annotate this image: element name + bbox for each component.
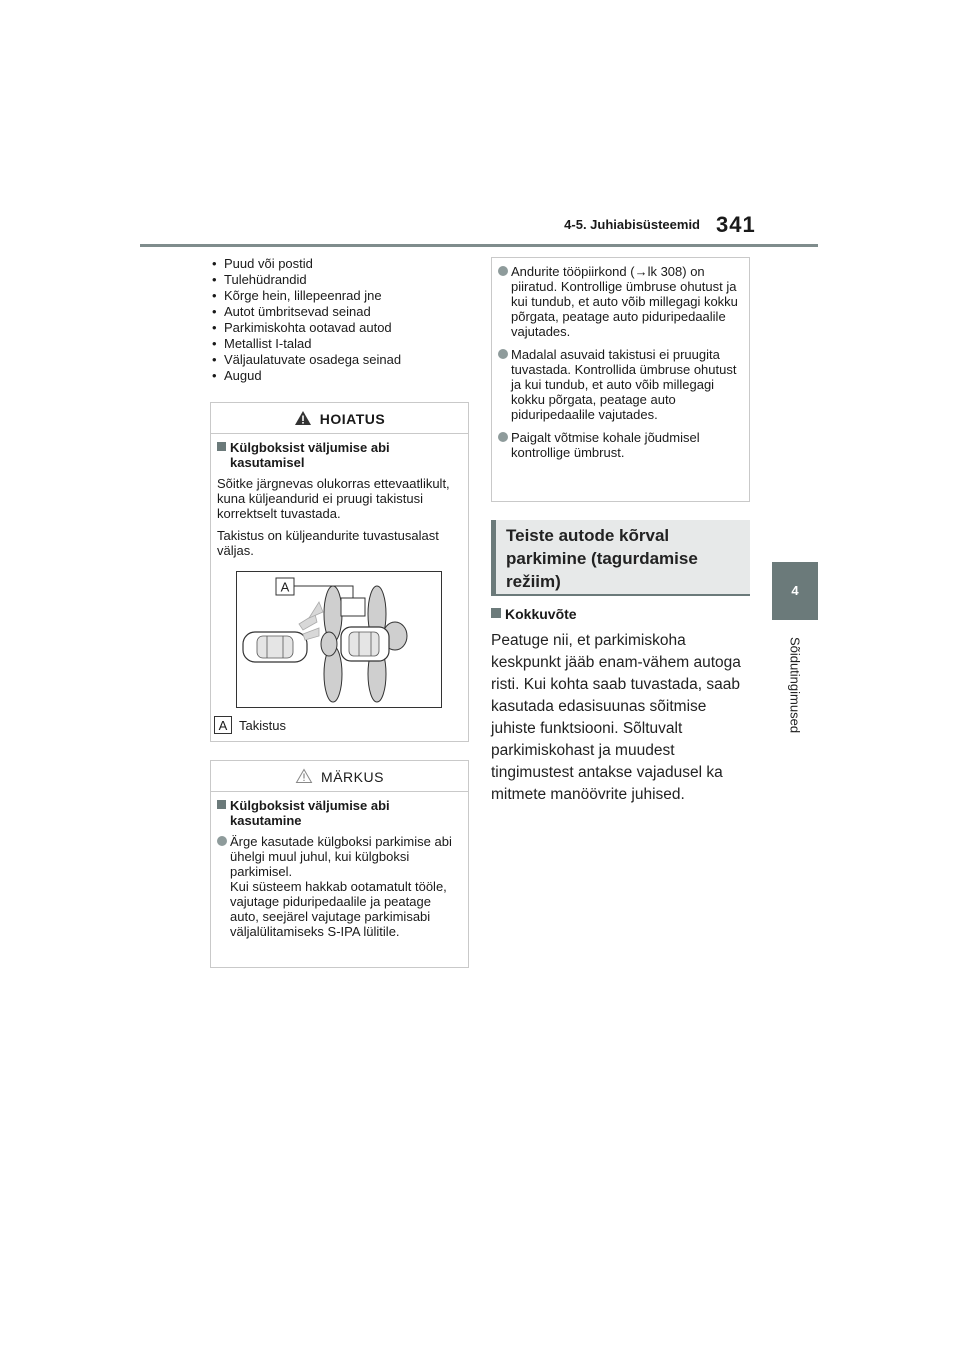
note-subhead: Külgboksist väljumise abi kasutamine <box>217 798 462 828</box>
caption-text: Takistus <box>239 718 286 733</box>
square-bullet-icon <box>491 608 501 618</box>
note-box <box>210 760 469 968</box>
warning-paragraph: Takistus on küljeandurite tuvastusalast väljas. <box>217 528 439 558</box>
section-title: 4-5. Juhiabisüsteemid <box>564 217 700 232</box>
round-bullet-icon <box>498 266 508 276</box>
warning-header <box>211 403 468 434</box>
info-bullet: Madalal asuvaid takistusi ei pruugita tuvastada. Kontrollida ümbruse ohutust ja kui tundub, et auto võib millegagi kokku põrgata, peatage auto piduripedaalile vajutades. <box>498 347 743 422</box>
warning-title: HOIATUS <box>319 411 386 427</box>
obstacle-icon <box>341 598 365 616</box>
section-heading <box>491 520 750 596</box>
list-item: • Parkimiskohta ootavad autod <box>212 320 462 336</box>
list-item: • Väljaulatuvate osadega seinad <box>212 352 462 368</box>
page-number: 341 <box>716 212 756 237</box>
chapter-label: Sõidutingimused <box>787 636 803 734</box>
warning-subhead: Külgboksist väljumise abi kasutamisel <box>217 440 462 470</box>
note-title: MÄRKUS <box>321 769 384 785</box>
list-item: • Puud või postid <box>212 256 462 272</box>
subsection-heading: Kokkuvõte <box>491 606 577 622</box>
chapter-tab[interactable]: 4 <box>772 562 818 620</box>
info-bullet: Paigalt võtmise kohale jõudmisel kontrollige ümbrust. <box>498 430 743 460</box>
square-bullet-icon <box>217 442 226 451</box>
parking-illustration <box>237 572 441 707</box>
parking-sensor-figure <box>236 571 442 708</box>
note-header <box>211 761 468 792</box>
note-title-row <box>211 768 468 785</box>
square-bullet-icon <box>217 800 226 809</box>
note-bullet: Ärge kasutade külgboksi parkimise abi ühelgi muul juhul, kui külgboksi parkimisel. Kui süsteem hakkab ootamatult tööle, vajutage piduripedaalile ja peatage auto, seejärel vajutage parkimisabi väljalülitamiseks S-IPA lülitile. <box>217 834 462 939</box>
callout-label: A <box>280 579 290 595</box>
warning-icon <box>294 410 312 426</box>
header-rule <box>140 244 818 247</box>
caution-outline-icon <box>295 768 313 784</box>
list-item: • Kõrge hein, lillepeenrad jne <box>212 288 462 304</box>
info-bullet: Andurite tööpiirkond (→lk 308) on piiratud. Kontrollige ümbruse ohutust ja kui tundub, et auto võib millegagi kokku põrgata, peatage auto piduripedaalile vajutades. <box>498 264 743 339</box>
list-item: • Tulehüdrandid <box>212 272 462 288</box>
round-bullet-icon <box>498 349 508 359</box>
warning-title-row <box>211 410 468 427</box>
side-car-icon <box>243 632 307 662</box>
section-body: Peatuge nii, et parkimiskoha keskpunkt jääb enam-vähem autoga risti. Kui kohta saab tuvastada, saab kasutada edasisuunas sõitmise juhiste funktsiooni. Sõltuvalt parkimiskohast ja muudest tingimustest antakse vajadusel ka mitmete manöövrite juhised. <box>491 632 741 803</box>
main-car-icon <box>341 627 389 661</box>
list-item: • Autot ümbritsevad seinad <box>212 304 462 320</box>
round-bullet-icon <box>217 836 227 846</box>
callout-line <box>294 586 353 598</box>
list-item: • Metallist I-talad <box>212 336 462 352</box>
list-item: • Augud <box>212 368 462 384</box>
warning-paragraph: Sõitke järgnevas olukorras ettevaatlikult, kuna küljeandurid ei pruugi takistusi korrektselt tuvastada. <box>217 476 450 521</box>
round-bullet-icon <box>498 432 508 442</box>
caption-key: A <box>214 716 232 734</box>
section-heading-text: Teiste autode kõrval parkimine (tagurdamise režiim) <box>506 526 698 591</box>
obstacle-list <box>212 256 462 384</box>
info-box <box>491 257 750 502</box>
